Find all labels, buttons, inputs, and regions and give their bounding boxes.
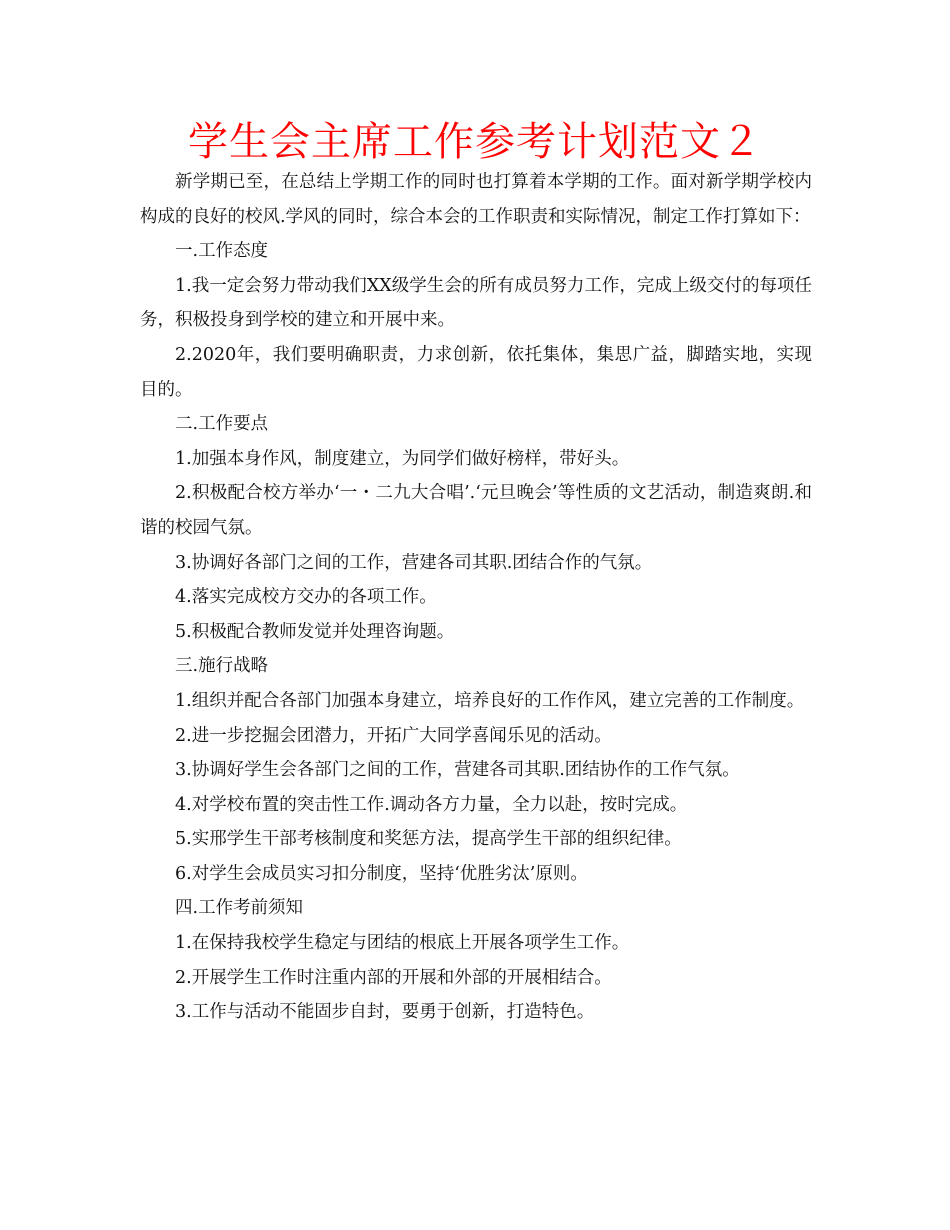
paragraph-notes-2: 2.开展学生工作时注重内部的开展和外部的开展相结合。 [175,967,612,988]
paragraph-key-points-1: 1.加强本身作风，制度建立，为同学们做好榜样，带好头。 [175,448,630,469]
document-title: 学生会主席工作参考计划范文２ [188,119,762,165]
paragraph-strategy-6: 6.对学生会成员实习扣分制度，坚持‘优胜劣汰’原则。 [175,863,588,884]
paragraph-notes-1: 1.在保持我校学生稳定与团结的根底上开展各项学生工作。 [175,933,630,954]
paragraph-key-points-4: 4.落实完成校方交办的各项工作。 [175,587,437,608]
paragraph-strategy-3: 3.协调好学生会各部门之间的工作，营建各司其职.团结协作的工作气氛。 [175,760,740,781]
paragraph-attitude-1: 1.我一定会努力带动我们XX级学生会的所有成员努力工作，完成上级交付的每项任务，积极投身到学校的建立和开展中来。 [140,275,812,331]
paragraph-strategy-1: 1.组织并配合各部门加强本身建立，培养良好的工作作风，建立完善的工作制度。 [175,690,805,711]
paragraph-key-points-5: 5.积极配合教师发觉并处理咨询题。 [175,621,455,642]
section-heading-attitude: 一.工作态度 [175,241,269,262]
section-heading-strategy: 三.施行战略 [175,656,269,677]
section-heading-notes: 四.工作考前须知 [175,898,304,919]
section-heading-key-points: 二.工作要点 [175,414,269,435]
paragraph-key-points-2: 2.积极配合校方举办‘一・二九大合唱’.‘元旦晚会’等性质的文艺活动，制造爽朗.和谐的校园气氛。 [140,483,812,538]
paragraph-notes-3: 3.工作与活动不能固步自封，要勇于创新，打造特色。 [175,1002,595,1023]
paragraph-intro: 新学期已至，在总结上学期工作的同时也打算着本学期的工作。面对新学期学校内构成的良好的校风.学风的同时，综合本会的工作职责和实际情况，制定工作打算如下： [140,172,812,227]
paragraph-key-points-3: 3.协调好各部门之间的工作，营建各司其职.团结合作的气氛。 [175,552,653,573]
paragraph-strategy-5: 5.实邢学生干部考核制度和奖惩方法，提高学生干部的组织纪律。 [175,829,682,850]
document-body [140,165,812,1030]
paragraph-strategy-4: 4.对学校布置的突击性工作.调动各方力量，全力以赴，按时完成。 [175,794,688,815]
paragraph-strategy-2: 2.进一步挖掘会团潜力，开拓广大同学喜闻乐见的活动。 [175,725,612,746]
paragraph-attitude-2: 2.2020年，我们要明确职责，力求创新，依托集体，集思广益，脚踏实地，实现目的。 [140,344,812,400]
